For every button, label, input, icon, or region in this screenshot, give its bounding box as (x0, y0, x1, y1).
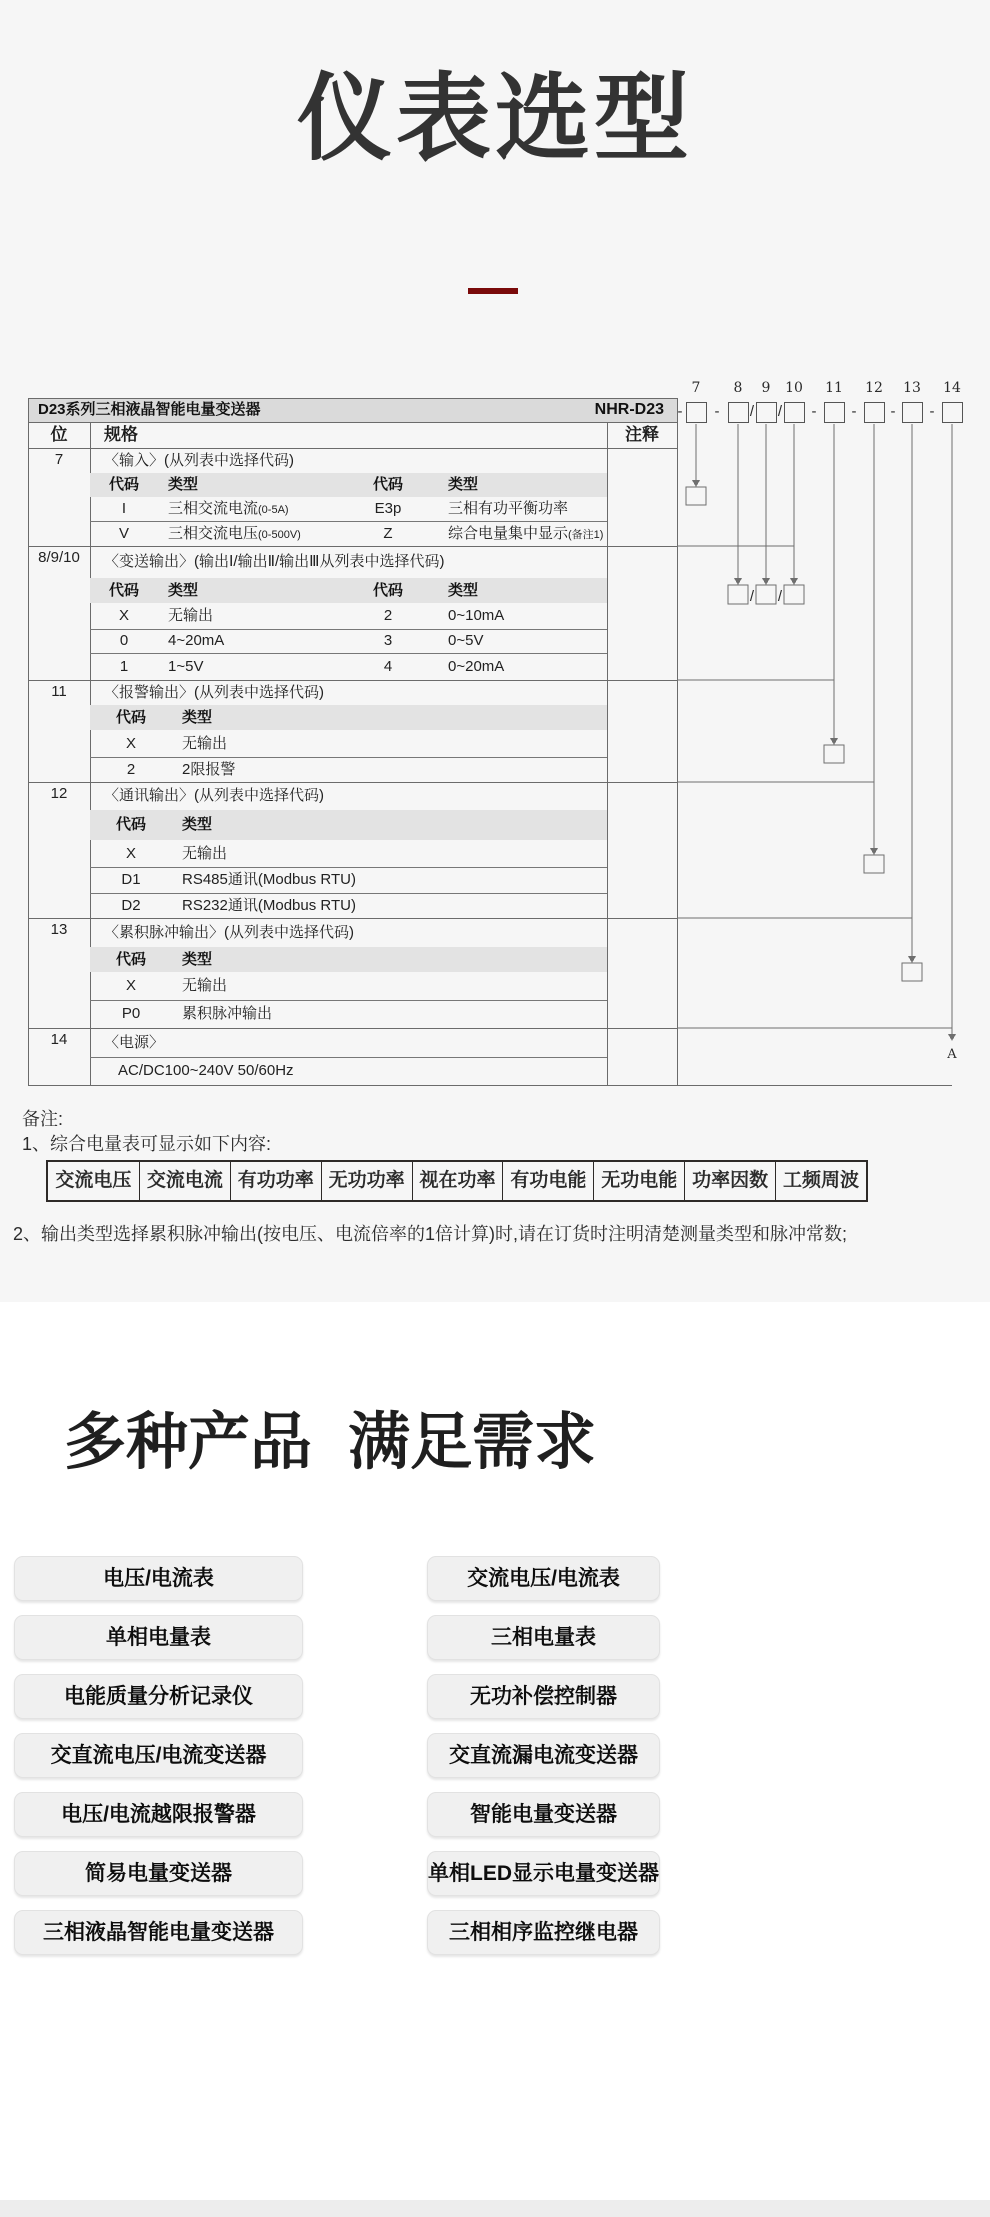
product-button[interactable]: 电能质量分析记录仪 (14, 1674, 303, 1719)
model-box (784, 402, 805, 423)
type-cell: 无输出 (182, 845, 228, 862)
code-cell: D1 (121, 871, 141, 888)
section-divider (468, 288, 518, 294)
table-row (90, 521, 677, 546)
band-title: D23系列三相液晶智能电量变送器 (38, 401, 261, 418)
box-slash: / (777, 588, 783, 605)
table-row (90, 603, 677, 629)
digit-label: 9 (761, 380, 771, 396)
table-section (28, 1028, 677, 1085)
product-button[interactable]: 单相电量表 (14, 1615, 303, 1660)
products-title (0, 1392, 660, 1481)
code-subheader: 代码 类型 代码 类型 (90, 578, 607, 603)
table-section (28, 680, 677, 782)
table-header (28, 422, 677, 448)
section-pos: 13 (50, 921, 68, 938)
code-cell: X (125, 977, 136, 994)
section-pos: 7 (54, 451, 64, 468)
type-cell: 累积脉冲输出 (182, 1005, 273, 1022)
code-cell: V (118, 525, 129, 542)
type-cell: 三相有功平衡功率 (448, 500, 569, 517)
code-cell: X (125, 845, 136, 862)
display-item: 无功电能 (593, 1162, 684, 1200)
display-item: 无功功率 (321, 1162, 412, 1200)
type-cell: 无输出 (168, 607, 214, 624)
table-section (28, 448, 677, 546)
digit-label: 10 (785, 380, 803, 396)
table-row (90, 757, 677, 782)
table-section (28, 546, 677, 680)
type-cell: RS232通讯(Modbus RTU) (182, 897, 356, 914)
arrow-label: A (947, 1047, 957, 1062)
table-row (90, 653, 677, 680)
type-cell: 0~10mA (448, 607, 505, 624)
section-title: 〈电源〉 (104, 1034, 165, 1051)
section-pos: 14 (50, 1031, 68, 1048)
product-button[interactable]: 电压/电流越限报警器 (14, 1792, 303, 1837)
display-item: 交流电流 (139, 1162, 230, 1200)
code-cell: 2 (383, 607, 393, 624)
model-box (942, 402, 963, 423)
box-slash: / (749, 588, 755, 605)
products-title-right: 满足需求 (348, 1408, 597, 1477)
product-button[interactable]: 简易电量变送器 (14, 1851, 303, 1896)
table-row (90, 893, 677, 918)
type-cell: 综合电量集中显示(备注1) (448, 525, 604, 542)
section-pos: 11 (51, 683, 67, 700)
type-cell: 无输出 (182, 977, 228, 994)
digit-label: 8 (733, 380, 743, 396)
model-separator: - (890, 403, 896, 420)
section-title: 〈输入〉(从列表中选择代码) (104, 452, 294, 469)
notes-heading: 备注: (22, 1109, 64, 1129)
table-row (90, 867, 677, 893)
product-button[interactable]: 交直流漏电流变送器 (427, 1733, 660, 1778)
section-title: 〈累积脉冲输出〉(从列表中选择代码) (104, 924, 354, 941)
model-separator: / (749, 403, 755, 420)
display-item: 工频周波 (775, 1162, 866, 1200)
code-cell: X (125, 735, 136, 752)
section-pos: 8/9/10 (38, 549, 80, 566)
product-button[interactable]: 智能电量变送器 (427, 1792, 660, 1837)
model-separator: - (677, 403, 683, 420)
table-row (90, 497, 677, 521)
products-title-left: 多种产品 (63, 1408, 312, 1477)
section-pos: 12 (50, 785, 68, 802)
product-button[interactable]: 三相电量表 (427, 1615, 660, 1660)
code-cell: 3 (383, 632, 393, 649)
table-section (28, 782, 677, 918)
model-box (864, 402, 885, 423)
type-cell: 0~5V (448, 632, 484, 649)
digit-label: 14 (943, 380, 961, 396)
model-selection-table (28, 380, 968, 1092)
type-cell: 2限报警 (182, 761, 236, 778)
display-item: 视在功率 (412, 1162, 503, 1200)
model-separator: - (714, 403, 720, 420)
table-row: AC/DC100~240V 50/60Hz (90, 1057, 705, 1085)
code-cell: Z (383, 525, 393, 542)
product-button[interactable]: 三相相序监控继电器 (427, 1910, 660, 1955)
code-cell: 1 (119, 658, 129, 675)
digit-label: 11 (825, 380, 843, 396)
product-button[interactable]: 单相LED显示电量变送器 (427, 1851, 660, 1896)
table-row (90, 972, 677, 1000)
product-button[interactable]: 电压/电流表 (14, 1556, 303, 1601)
code-cell: X (118, 607, 129, 624)
type-cell: 0~20mA (448, 658, 505, 675)
type-cell: 4~20mA (168, 632, 225, 649)
type-cell: RS485通讯(Modbus RTU) (182, 871, 356, 888)
model-box (902, 402, 923, 423)
model-prefix: NHR-D23 (594, 401, 664, 418)
code-cell: P0 (121, 1005, 141, 1022)
table-row (90, 1000, 677, 1028)
code-cell: 0 (119, 632, 129, 649)
product-button[interactable]: 交直流电压/电流变送器 (14, 1733, 303, 1778)
next-section-edge (0, 2200, 990, 2217)
display-item: 有功电能 (502, 1162, 593, 1200)
code-cell: 4 (383, 658, 393, 675)
code-cell: E3p (374, 500, 402, 517)
section-title: 〈报警输出〉(从列表中选择代码) (104, 684, 324, 701)
code-cell: I (121, 500, 127, 517)
model-separator: - (929, 403, 935, 420)
type-cell: 无输出 (182, 735, 228, 752)
table-title-band (28, 398, 677, 422)
code-subheader: 代码 类型 代码 类型 (90, 473, 607, 497)
page-title: 仪表选型 (296, 66, 693, 172)
table-row (90, 629, 677, 653)
display-item: 有功功率 (230, 1162, 321, 1200)
type-cell: 三相交流电压(0-500V) (168, 525, 301, 542)
model-box (756, 402, 777, 423)
code-cell: D2 (121, 897, 141, 914)
model-box (686, 402, 707, 423)
digit-label: 12 (865, 380, 883, 396)
model-box (728, 402, 749, 423)
digit-label: 7 (691, 380, 701, 396)
table-row (90, 840, 677, 867)
table-section (28, 918, 677, 1028)
code-subheader: 代码 类型 (90, 810, 607, 840)
table-header-spec: 规格 (104, 425, 138, 444)
digit-label: 13 (903, 380, 921, 396)
model-separator: / (777, 403, 783, 420)
note-line-1: 1、综合电量表可显示如下内容: (22, 1134, 272, 1154)
type-cell: 1~5V (168, 658, 204, 675)
table-header-note: 注释 (625, 425, 659, 444)
type-cell: 三相交流电流(0-5A) (168, 500, 289, 517)
model-separator: - (811, 403, 817, 420)
note-line-2: 2、输出类型选择累积脉冲输出(按电压、电流倍率的1倍计算)时,请在订货时注明清楚测量类型和脉冲常数; (13, 1224, 848, 1244)
model-box (824, 402, 845, 423)
section-title: 〈通讯输出〉(从列表中选择代码) (104, 787, 324, 804)
section-title: 〈变送输出〉(输出Ⅰ/输出Ⅱ/输出Ⅲ从列表中选择代码) (104, 553, 445, 570)
display-item: 交流电压 (55, 1170, 132, 1191)
display-item: 功率因数 (684, 1162, 775, 1200)
table-row (90, 730, 677, 757)
model-separator: - (851, 403, 857, 420)
product-button[interactable]: 交流电压/电流表 (427, 1556, 660, 1601)
code-subheader: 代码 类型 (90, 705, 607, 730)
display-items-table (46, 1160, 868, 1202)
code-cell: 2 (126, 761, 136, 778)
product-button[interactable]: 三相液晶智能电量变送器 (14, 1910, 303, 1955)
table-header-pos: 位 (50, 425, 68, 444)
product-button[interactable]: 无功补偿控制器 (427, 1674, 660, 1719)
code-subheader: 代码 类型 (90, 947, 607, 972)
